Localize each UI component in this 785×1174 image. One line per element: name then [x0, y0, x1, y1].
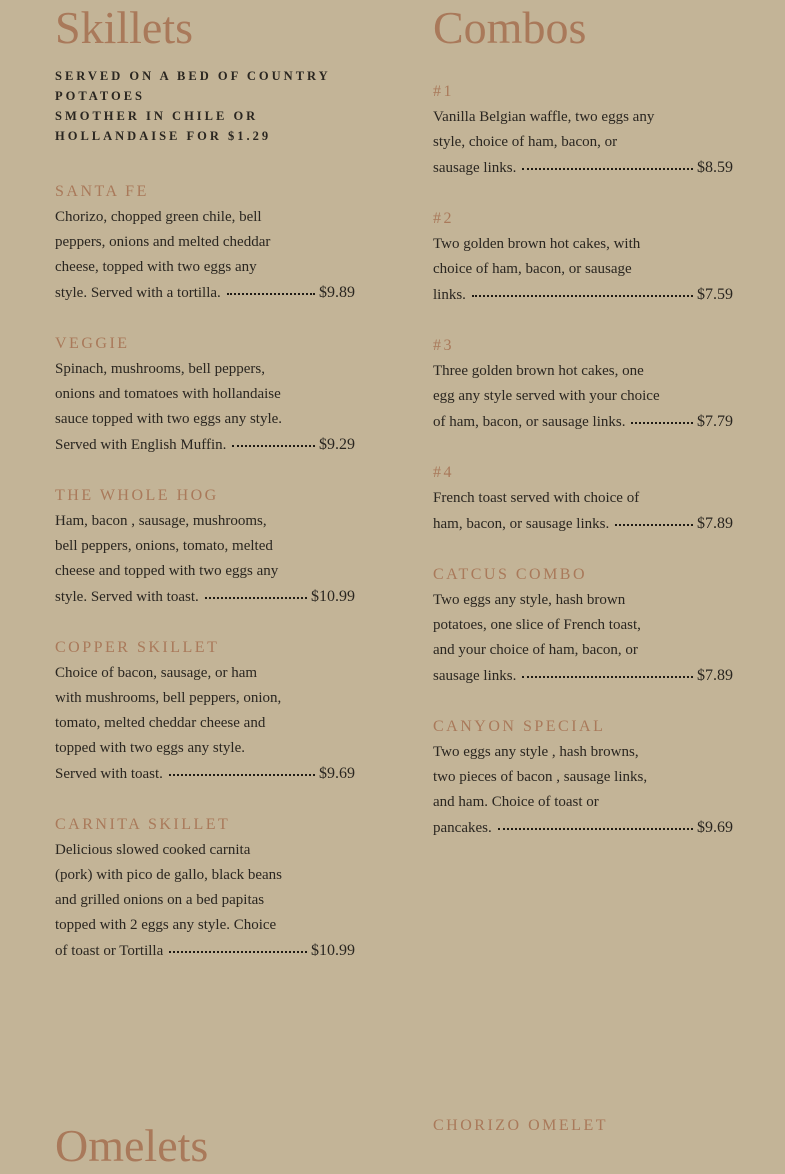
description-line: tomato, melted cheddar cheese and [55, 715, 266, 731]
item-name: #4 [433, 464, 454, 481]
item-description [433, 359, 733, 435]
price-row [55, 584, 355, 610]
description-line: style. Served with a tortilla. [55, 285, 221, 301]
item-name: THE WHOLE HOG [55, 487, 219, 504]
price-row [433, 282, 733, 308]
description-line: topped with 2 eggs any style. Choice [55, 917, 277, 933]
item-description [433, 740, 733, 841]
dot-leader [522, 676, 693, 678]
item-name: CATCUS COMBO [433, 566, 588, 583]
menu-item-catcus-combo [433, 565, 733, 689]
description-line: Chorizo, chopped green chile, bell [55, 209, 262, 225]
description-line: Spinach, mushrooms, bell peppers, [55, 361, 265, 377]
item-name: #1 [433, 83, 454, 100]
description-line: cheese and topped with two eggs any [55, 563, 279, 579]
description-line: of toast or Tortilla [55, 943, 164, 959]
skillets-subtitle [55, 66, 355, 146]
skillets-heading: Skillets [55, 2, 194, 53]
item-name: #2 [433, 210, 454, 227]
description-line: Ham, bacon , sausage, mushrooms, [55, 513, 267, 529]
description-line: links. [433, 287, 466, 303]
description-line: (pork) with pico de gallo, black beans [55, 867, 283, 883]
description-line: and grilled onions on a bed papitas [55, 892, 265, 908]
description-line: choice of ham, bacon, or sausage [433, 261, 632, 277]
item-name: CANYON SPECIAL [433, 718, 606, 735]
item-description [433, 105, 733, 181]
item-price: $10.99 [311, 588, 355, 605]
item-description [433, 232, 733, 308]
subtitle-line: SERVED ON A BED OF COUNTRY [55, 69, 331, 83]
item-description [433, 486, 733, 537]
description-line: egg any style served with your choice [433, 388, 660, 404]
description-line: with mushrooms, bell peppers, onion, [55, 690, 282, 706]
item-name: CARNITA SKILLET [55, 816, 231, 833]
dot-leader [169, 774, 315, 776]
description-line: sausage links. [433, 668, 517, 684]
menu-item-chorizo-omelet-name: CHORIZO OMELET [433, 1117, 608, 1134]
menu-item-combo-1 [433, 82, 733, 181]
description-line: Served with toast. [55, 766, 163, 782]
dot-leader [205, 597, 307, 599]
description-line: Three golden brown hot cakes, one [433, 363, 644, 379]
item-price: $9.69 [697, 819, 733, 836]
description-line: cheese, topped with two eggs any [55, 259, 257, 275]
menu-item-copper-skillet [55, 638, 355, 787]
menu-item-combo-3 [433, 336, 733, 435]
item-name: COPPER SKILLET [55, 639, 220, 656]
item-name: VEGGIE [55, 335, 130, 352]
dot-leader [522, 168, 693, 170]
menu-item-santa-fe [55, 182, 355, 306]
dot-leader [472, 295, 693, 297]
combos-column [433, 0, 733, 836]
price-row [433, 155, 733, 181]
item-name: SANTA FE [55, 183, 149, 200]
item-description [55, 661, 355, 787]
description-line: topped with two eggs any style. [55, 740, 245, 756]
price-row [433, 815, 733, 841]
subtitle-line: SMOTHER IN CHILE OR [55, 109, 259, 123]
item-price: $7.89 [697, 515, 733, 532]
item-description [433, 588, 733, 689]
description-line: onions and tomatoes with hollandaise [55, 386, 281, 402]
description-line: peppers, onions and melted cheddar [55, 234, 271, 250]
item-description [55, 205, 355, 306]
description-line: style. Served with toast. [55, 589, 199, 605]
item-price: $10.99 [311, 942, 355, 959]
description-line: Two eggs any style, hash brown [433, 592, 626, 608]
price-row [55, 938, 355, 964]
menu-item-canyon-special [433, 717, 733, 841]
menu-item-carnita-skillet [55, 815, 355, 964]
description-line: Delicious slowed cooked carnita [55, 842, 251, 858]
dot-leader [232, 445, 315, 447]
item-name: #3 [433, 337, 454, 354]
description-line: and ham. Choice of toast or [433, 794, 599, 810]
description-line: French toast served with choice of [433, 490, 640, 506]
menu-item-combo-2 [433, 209, 733, 308]
dot-leader [631, 422, 693, 424]
description-line: potatoes, one slice of French toast, [433, 617, 641, 633]
dot-leader [498, 828, 693, 830]
combos-heading: Combos [433, 2, 587, 53]
dot-leader [227, 293, 315, 295]
dot-leader [169, 951, 307, 953]
description-line: sauce topped with two eggs any style. [55, 411, 283, 427]
description-line: ham, bacon, or sausage links. [433, 516, 610, 532]
description-line: pancakes. [433, 820, 492, 836]
description-line: Vanilla Belgian waffle, two eggs any [433, 109, 655, 125]
description-line: sausage links. [433, 160, 517, 176]
dot-leader [615, 524, 693, 526]
item-description [55, 838, 355, 964]
subtitle-line: POTATOES [55, 89, 145, 103]
item-price: $9.29 [319, 436, 355, 453]
item-price: $8.59 [697, 159, 733, 176]
price-row [55, 280, 355, 306]
item-price: $7.89 [697, 667, 733, 684]
skillets-column [55, 0, 355, 959]
description-line: Served with English Muffin. [55, 437, 227, 453]
menu-item-whole-hog [55, 486, 355, 610]
item-price: $9.89 [319, 284, 355, 301]
description-line: Two eggs any style , hash browns, [433, 744, 639, 760]
price-row [55, 432, 355, 458]
item-price: $7.79 [697, 413, 733, 430]
item-price: $7.59 [697, 286, 733, 303]
item-price: $9.69 [319, 765, 355, 782]
description-line: bell peppers, onions, tomato, melted [55, 538, 273, 554]
description-line: two pieces of bacon , sausage links, [433, 769, 648, 785]
menu-item-veggie [55, 334, 355, 458]
price-row [55, 761, 355, 787]
description-line: Two golden brown hot cakes, with [433, 236, 641, 252]
subtitle-line: HOLLANDAISE FOR $1.29 [55, 129, 272, 143]
omelets-heading: Omelets [55, 1120, 209, 1171]
description-line: style, choice of ham, bacon, or [433, 134, 618, 150]
item-description [55, 357, 355, 458]
description-line: of ham, bacon, or sausage links. [433, 414, 626, 430]
price-row [433, 511, 733, 537]
description-line: and your choice of ham, bacon, or [433, 642, 638, 658]
price-row [433, 663, 733, 689]
description-line: Choice of bacon, sausage, or ham [55, 665, 258, 681]
item-description [55, 509, 355, 610]
menu-item-combo-4 [433, 463, 733, 537]
price-row [433, 409, 733, 435]
